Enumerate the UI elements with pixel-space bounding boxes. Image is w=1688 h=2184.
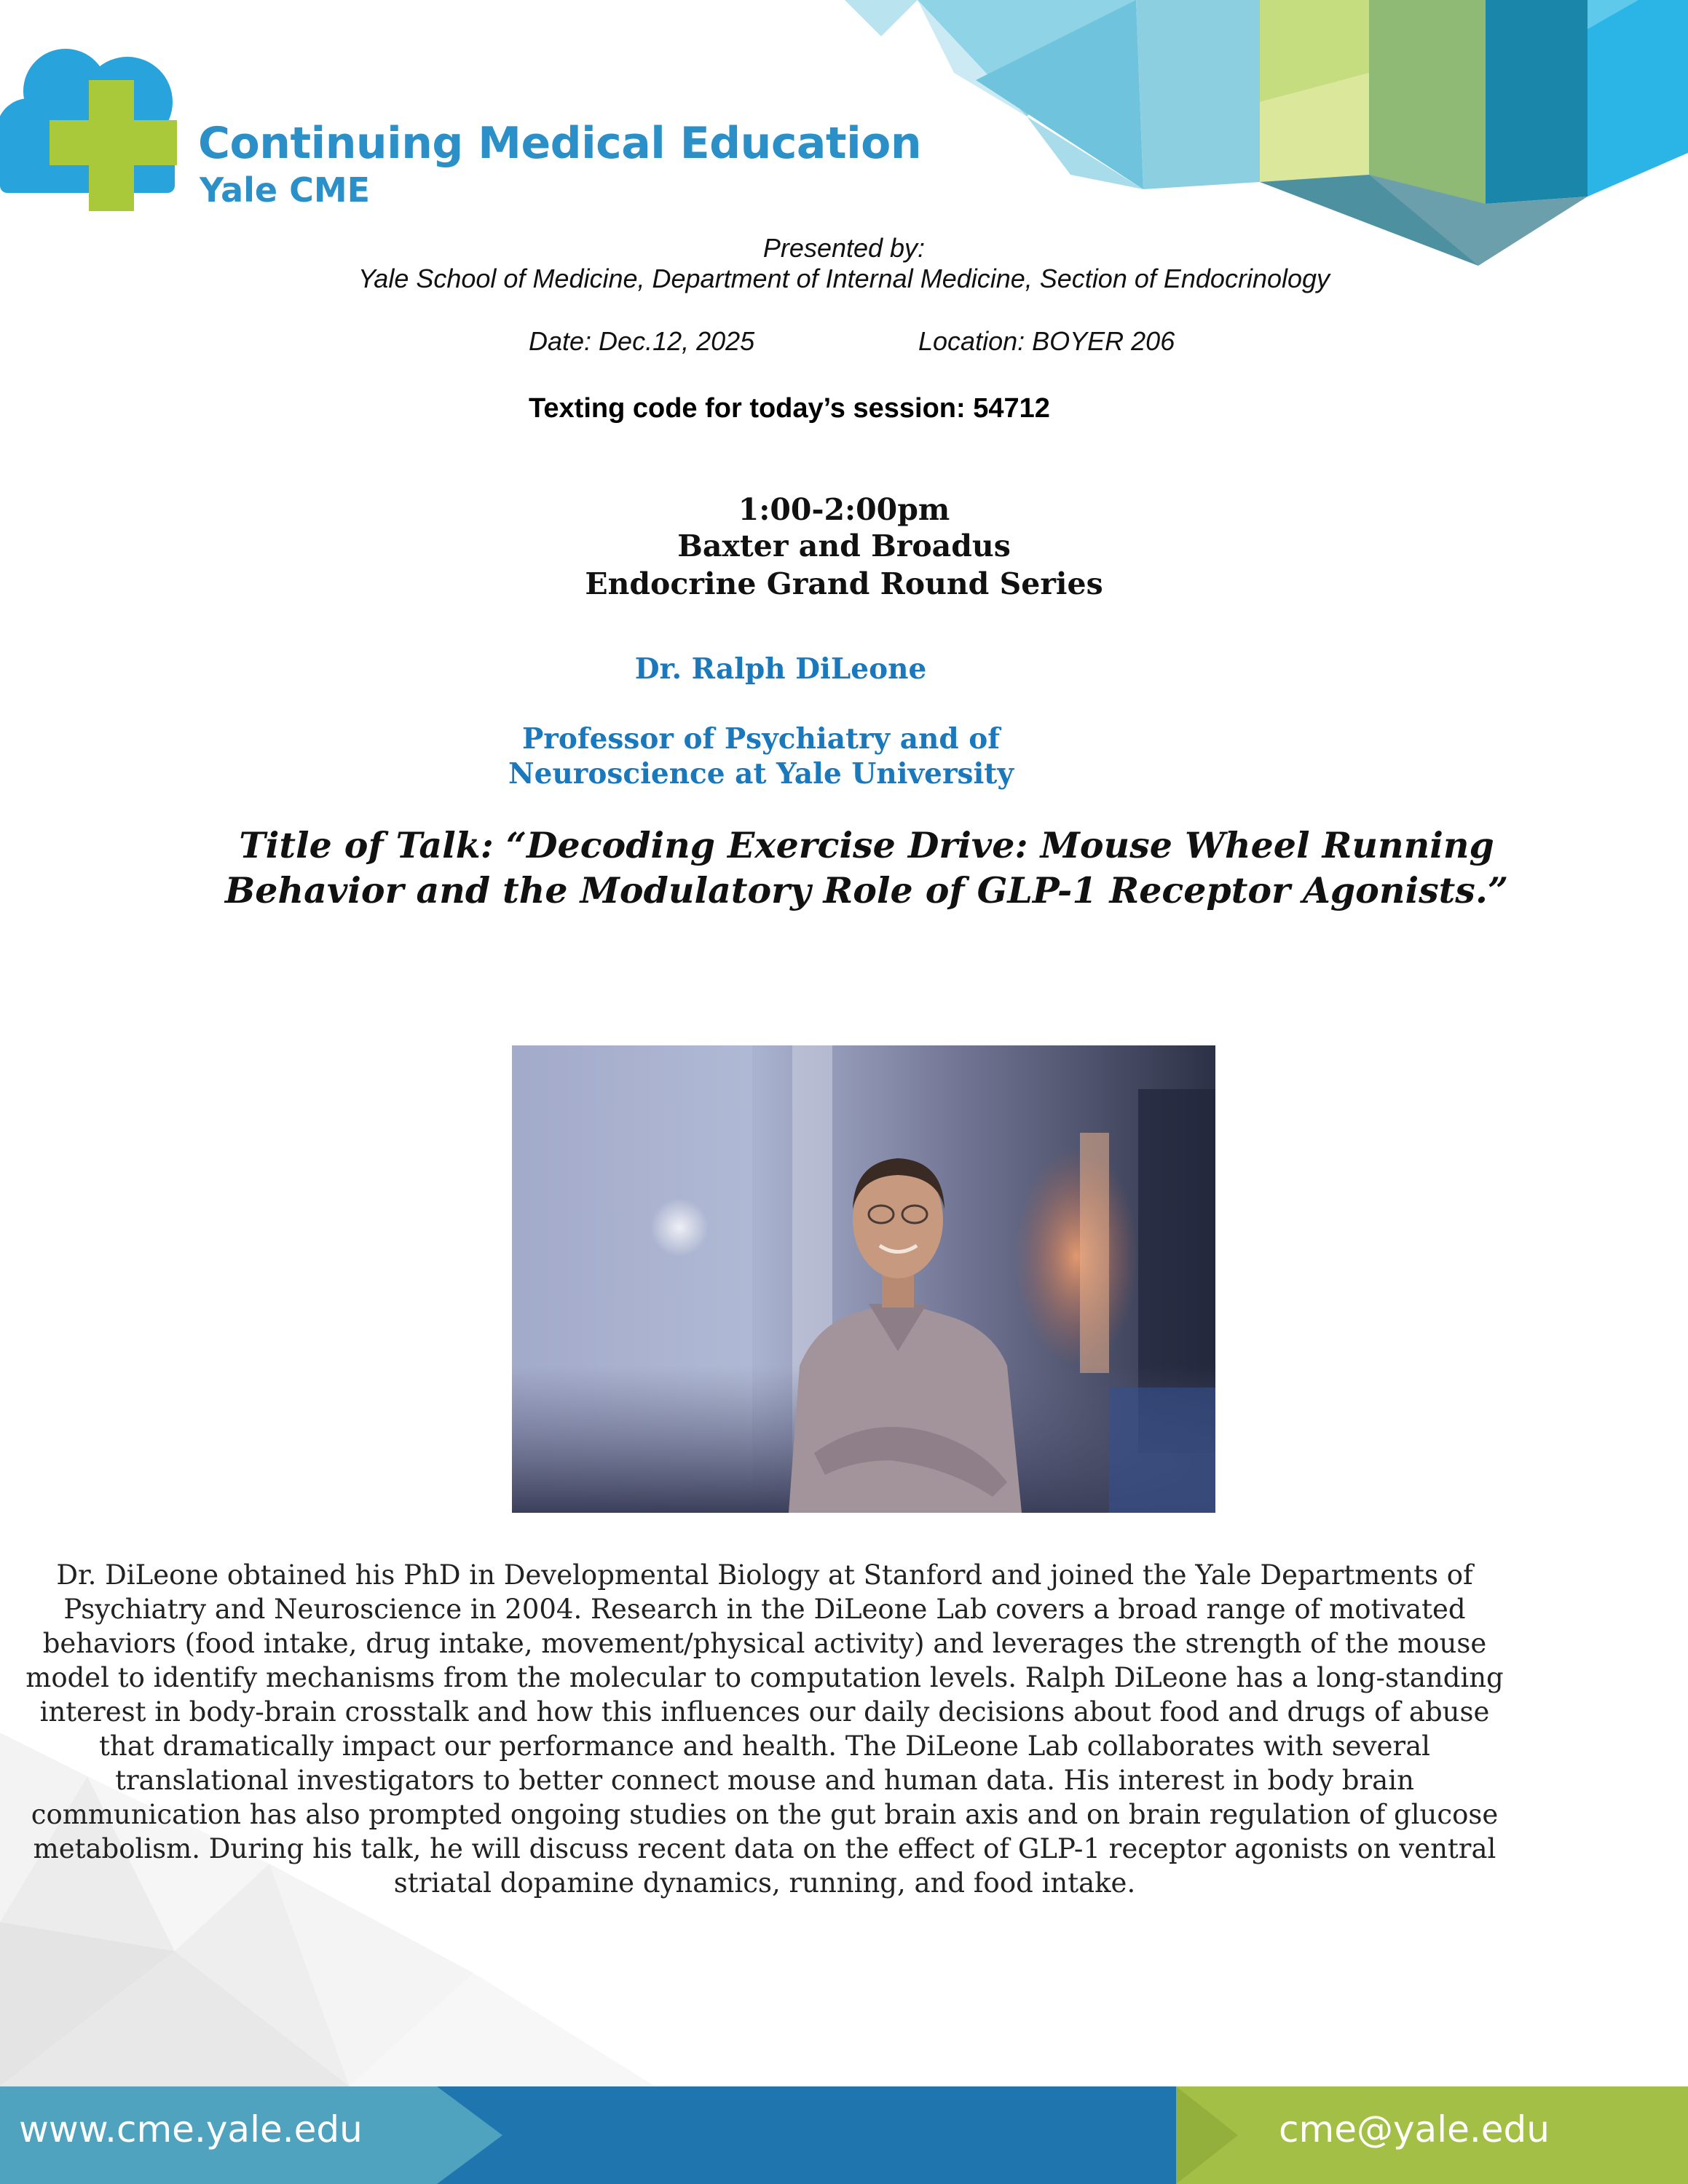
speaker-title-line1: Professor of Psychiatry and of <box>521 722 1001 756</box>
speaker-portrait <box>512 1045 1215 1513</box>
footer-email-link[interactable]: cme@yale.edu <box>1279 2108 1550 2151</box>
series-name-line1: Baxter and Broadus <box>677 529 1011 563</box>
event-location: Location: BOYER 206 <box>918 326 1175 356</box>
event-date: Date: Dec.12, 2025 <box>529 326 755 356</box>
footer-website-link[interactable]: www.cme.yale.edu <box>19 2108 363 2151</box>
series-name-line2: Endocrine Grand Round Series <box>585 566 1103 601</box>
speaker-title-line2: Neuroscience at Yale University <box>508 757 1014 791</box>
texting-code: Texting code for today’s session: 54712 <box>529 393 1050 424</box>
session-time: 1:00-2:00pm <box>738 492 950 527</box>
talk-title: Title of Talk: “Decoding Exercise Drive: Mouse Wheel Running Behavior and the Modulatory Role of GLP-1 Receptor Agonists.” <box>224 824 1509 911</box>
cloud-plus-logo <box>0 36 197 211</box>
logo-subtitle: Yale CME <box>200 170 371 210</box>
presenting-organization: Yale School of Medicine, Department of Internal Medicine, Section of Endocrinology <box>358 264 1330 293</box>
speaker-bio: Dr. DiLeone obtained his PhD in Developmental Biology at Stanford and joined the Yale Departments of Psychiatry and Neuroscience in 2004. Research in the DiLeone Lab covers a broad range of motivated behaviors (food intake, drug intake, movement/physical activity) and leverages the strength of the mouse model to identify mechanisms from the molecular to computation levels. Ralph DiLeone has a long-standing interest in body-brain crosstalk and how this influences our daily decisions about food and drugs of abuse that dramatically impact our performance and health. The DiLeone Lab collaborates with several translational investigators to better connect mouse and human data. His interest in body brain communication has also prompted ongoing studies on the gut brain axis and on brain regulation of glucose metabolism. During his talk, he will discuss recent data on the effect of GLP-1 receptor agonists on ventral striatal dopamine dynamics, running, and food intake. <box>25 1559 1504 1899</box>
presented-by-label: Presented by: <box>762 233 926 263</box>
speaker-name: Dr. Ralph DiLeone <box>634 652 927 686</box>
logo-title: Continuing Medical Education <box>198 118 922 169</box>
